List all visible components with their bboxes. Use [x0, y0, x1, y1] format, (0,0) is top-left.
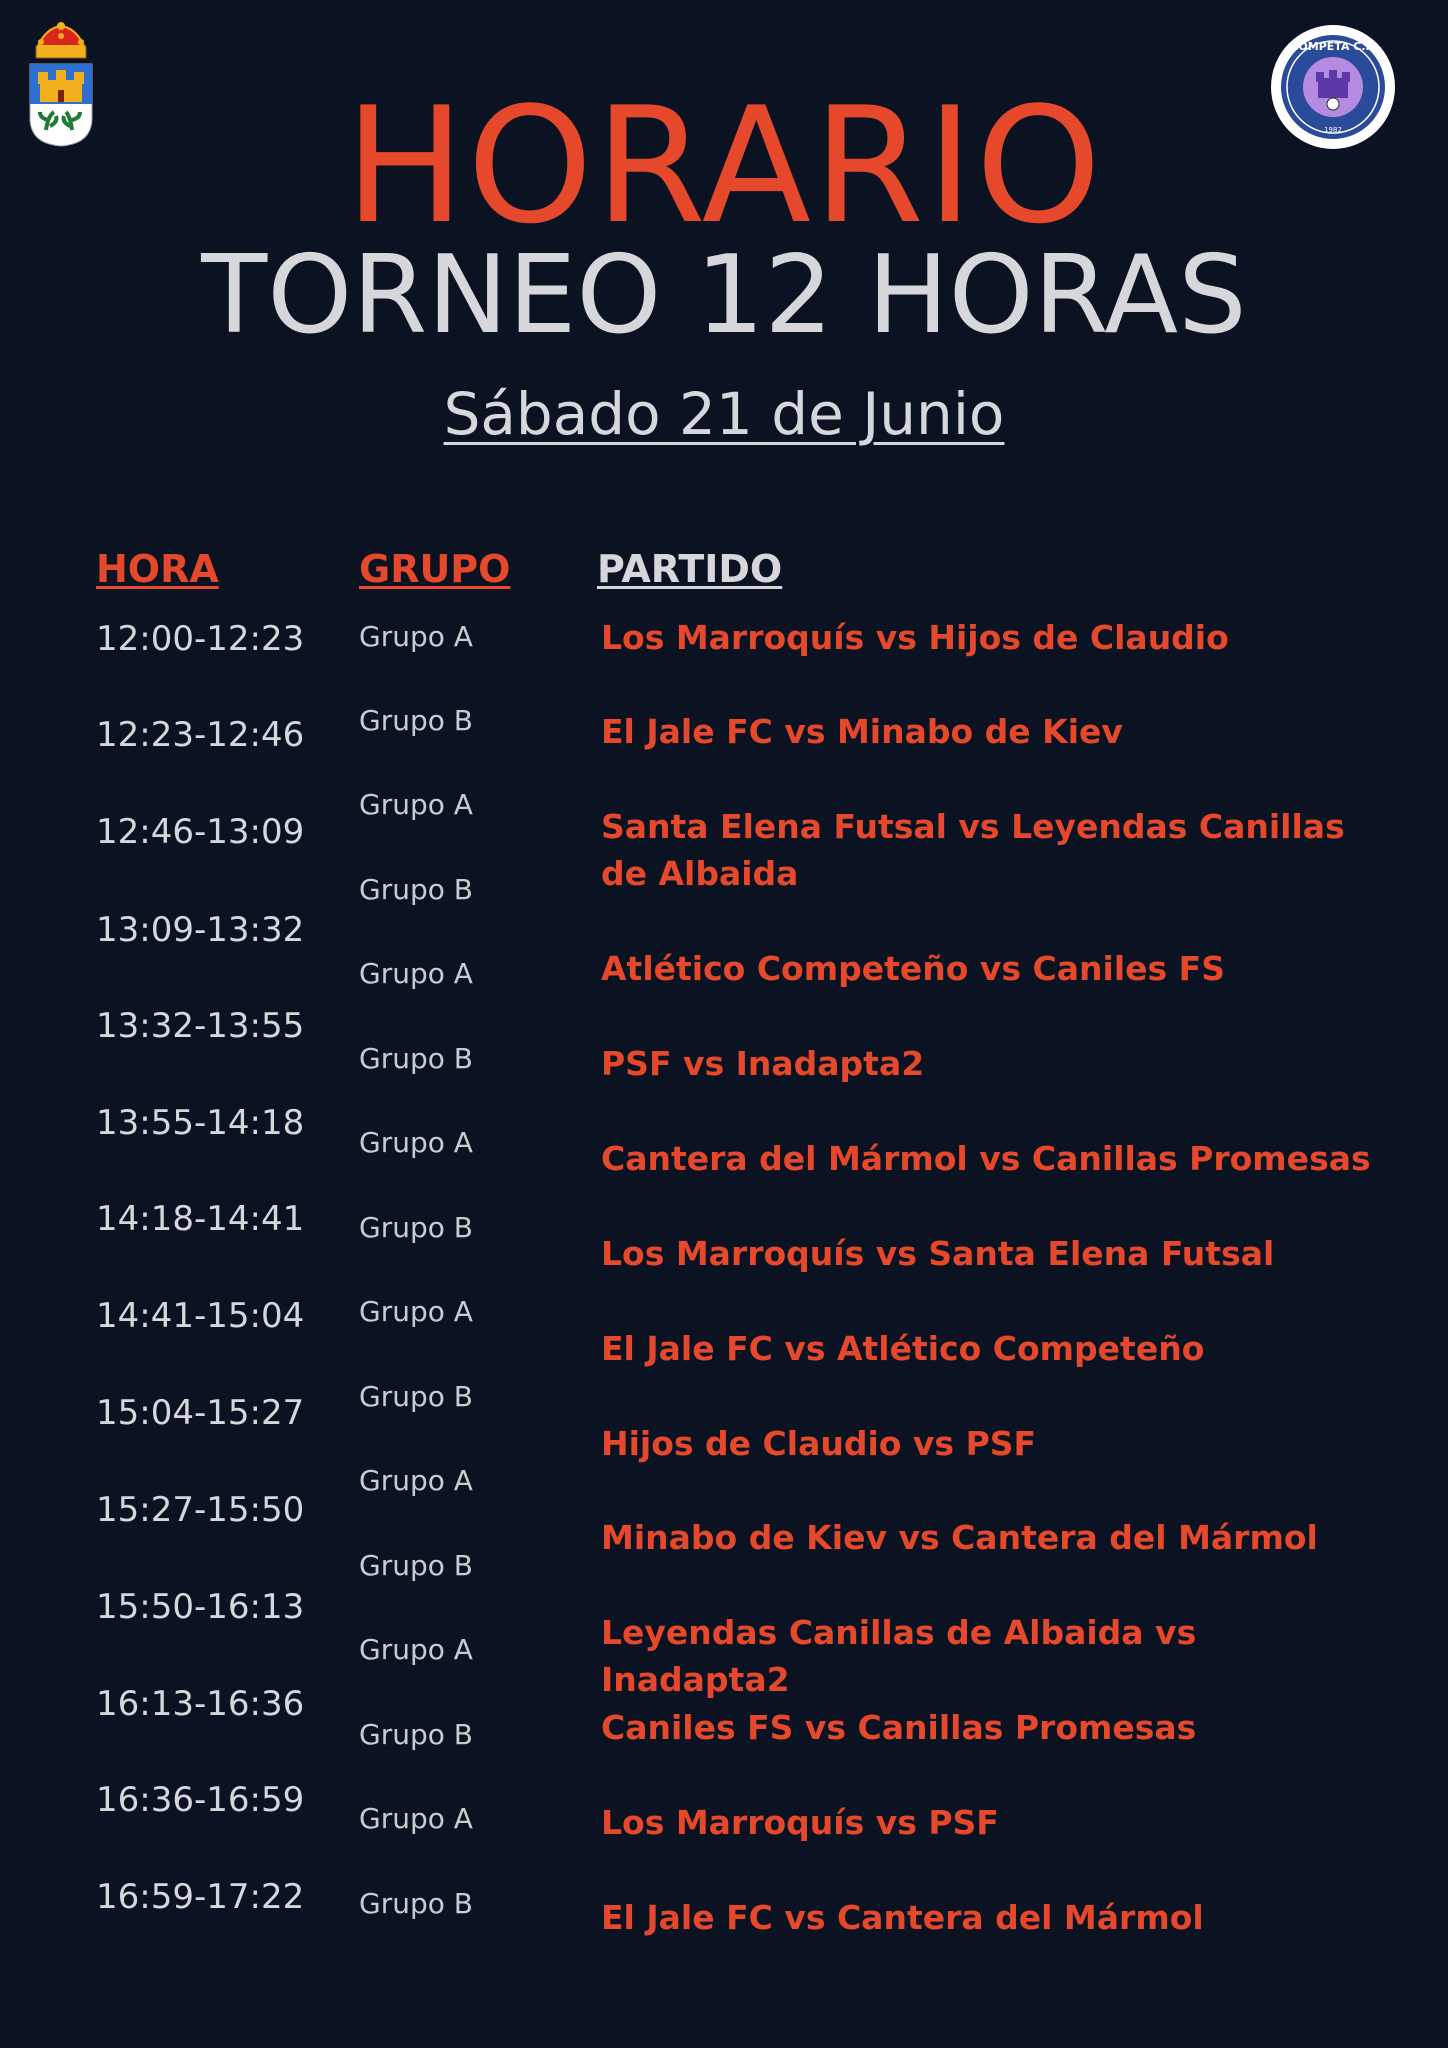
club-logo-name: CÓMPETA C.F.: [1290, 40, 1376, 53]
schedule-match: El Jale FC vs Minabo de Kiev: [601, 712, 1123, 751]
schedule-time: 15:50-16:13: [96, 1587, 305, 1627]
schedule-match: El Jale FC vs Cantera del Mármol: [601, 1898, 1204, 1937]
schedule-time: 12:46-13:09: [96, 812, 305, 852]
schedule-match: PSF vs Inadapta2: [601, 1044, 925, 1083]
schedule-group: Grupo B: [359, 1718, 473, 1751]
schedule-match: Leyendas Canillas de Albaida vs Inadapta2: [601, 1613, 1197, 1699]
event-date-text: Sábado 21 de Junio: [443, 380, 1005, 448]
club-logo-year: 1982: [1324, 126, 1342, 134]
schedule-group: Grupo B: [359, 1211, 473, 1244]
schedule-match: Los Marroquís vs Hijos de Claudio: [601, 618, 1229, 657]
schedule-time: 16:36-16:59: [96, 1780, 305, 1820]
schedule-time: 14:18-14:41: [96, 1199, 305, 1239]
event-date: [0, 378, 1448, 450]
schedule-match: Minabo de Kiev vs Cantera del Mármol: [601, 1518, 1318, 1557]
schedule-time: 15:04-15:27: [96, 1393, 305, 1433]
schedule-time: 13:09-13:32: [96, 910, 305, 950]
schedule-match: Cantera del Mármol vs Canillas Promesas: [601, 1139, 1371, 1178]
schedule-time: 16:59-17:22: [96, 1877, 305, 1917]
schedule-match: Los Marroquís vs PSF: [601, 1803, 999, 1842]
schedule-match: El Jale FC vs Atlético Competeño: [601, 1329, 1205, 1368]
schedule-time: 15:27-15:50: [96, 1490, 305, 1530]
schedule-group: Grupo B: [359, 1042, 473, 1075]
schedule-match: Hijos de Claudio vs PSF: [601, 1424, 1037, 1463]
schedule-group: Grupo A: [359, 1126, 473, 1159]
schedule-time: 16:13-16:36: [96, 1684, 305, 1724]
schedule-time: 12:00-12:23: [96, 619, 305, 659]
schedule-match: Caniles FS vs Canillas Promesas: [601, 1708, 1197, 1747]
schedule-group: Grupo B: [359, 1549, 473, 1582]
schedule-group: Grupo A: [359, 1295, 473, 1328]
schedule-group: Grupo A: [359, 788, 473, 821]
schedule-group: Grupo A: [359, 1802, 473, 1835]
schedule-time: 14:41-15:04: [96, 1296, 305, 1336]
schedule-group: Grupo B: [359, 1887, 473, 1920]
schedule-time: 13:55-14:18: [96, 1103, 305, 1143]
schedule-group: Grupo B: [359, 1380, 473, 1413]
schedule-match: Atlético Competeño vs Caniles FS: [601, 949, 1225, 988]
column-header-grupo: GRUPO: [359, 547, 511, 591]
column-header-partido: PARTIDO: [597, 547, 783, 591]
schedule-group: Grupo A: [359, 957, 473, 990]
page-title: HORARIO: [344, 72, 1104, 259]
schedule-group: Grupo A: [359, 1464, 473, 1497]
tournament-title: TORNEO 12 HORAS: [201, 233, 1247, 358]
schedule-time: 12:23-12:46: [96, 715, 305, 755]
schedule-time: 13:32-13:55: [96, 1006, 305, 1046]
schedule-group: Grupo A: [359, 1633, 473, 1666]
schedule-group: Grupo B: [359, 704, 473, 737]
column-header-hora: HORA: [96, 547, 219, 591]
schedule-group: Grupo A: [359, 620, 473, 653]
schedule-group: Grupo B: [359, 873, 473, 906]
schedule-match: Santa Elena Futsal vs Leyendas Canillas de Albaida: [601, 807, 1345, 893]
schedule-match: Los Marroquís vs Santa Elena Futsal: [601, 1234, 1275, 1273]
